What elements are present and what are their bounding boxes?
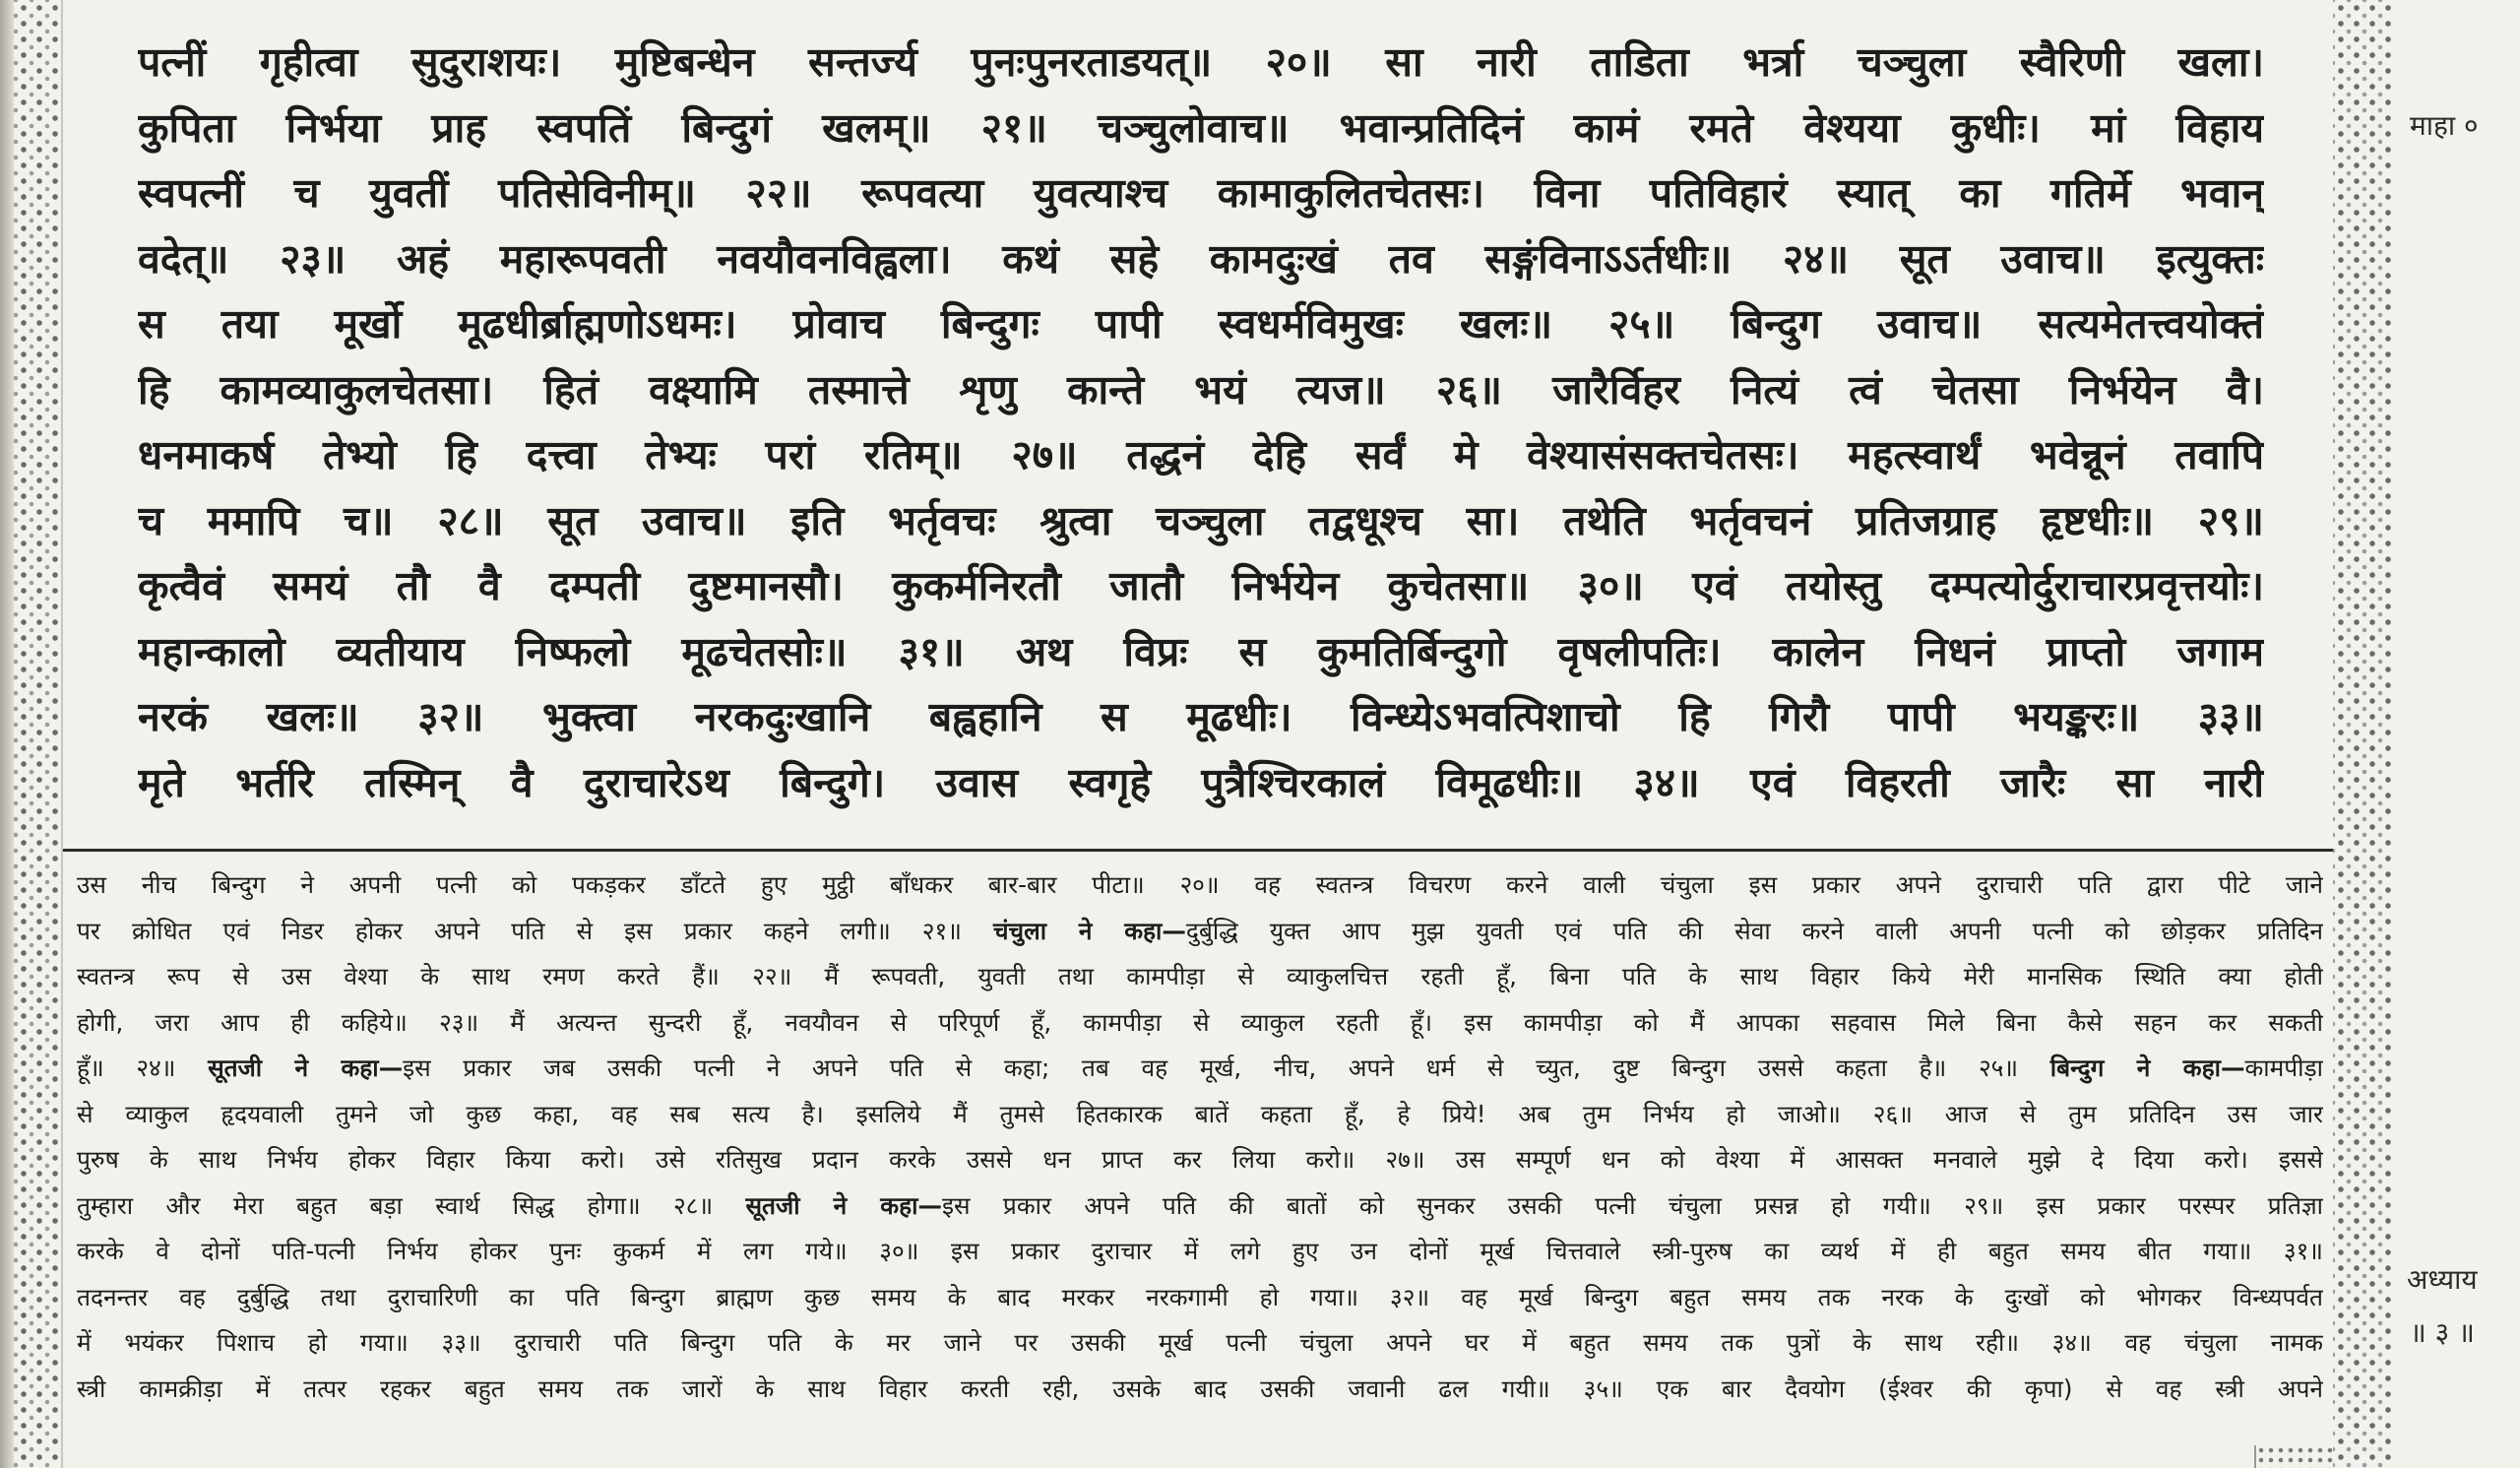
- translation-text: होगी, जरा आप ही कहिये॥ २३॥ मैं अत्यन्त सुन्दरी हूँ, नवयौवन से परिपूर्ण हूँ, कामपीड़ा से व्याकुल रहती हूँ। इस कामपीड़ा को मैं आपका सहवास मिले बिना कैसे सहन कर सकती: [77, 1007, 2323, 1037]
- translation-line: [77, 1275, 2323, 1321]
- left-decorative-border: [0, 0, 63, 1468]
- translation-line: [77, 909, 2323, 955]
- speaker-label: सूतजी ने कहा—: [745, 1190, 942, 1220]
- margin-chapter-number: ॥ ३ ॥: [2410, 1316, 2475, 1349]
- translation-line: [77, 1229, 2323, 1275]
- speaker-label: सूतजी ने कहा—: [208, 1053, 404, 1082]
- sanskrit-line: कुपिता निर्भया प्राह स्वपतिं बिन्दुगं खलम्॥ २१॥ चञ्चुलोवाच॥ भवान्प्रतिदिनं कामं रमते वेश्यया कुधीः। मां विहाय: [138, 103, 2264, 152]
- translation-line: [77, 1137, 2323, 1183]
- translation-text: कामपीड़ा: [2244, 1053, 2323, 1082]
- margin-page-note: माहा ०: [2410, 109, 2479, 142]
- translation-text: उस नीच बिन्दुग ने अपनी पत्नी को पकड़कर डाँटते हुए मुट्ठी बाँधकर बार-बार पीटा॥ २०॥ वह स्वतन्त्र विचरण करने वाली चंचुला इस प्रकार अपने दुराचारी पति द्वारा पीटे जाने: [77, 870, 2323, 899]
- translation-line: [77, 1000, 2323, 1047]
- translation-text: इस प्रकार जब उसकी पत्नी ने अपने पति से कहा; तब वह मूर्ख, नीच, अपने धर्म से च्युत, दुष्ट बिन्दुग उससे कहता है॥ २५॥: [403, 1053, 2050, 1082]
- sanskrit-line: महान्कालो व्यतीयाय निष्फलो मूढचेतसोः॥ ३१॥ अथ विप्रः स कुमतिर्बिन्दुगो वृषलीपतिः। कालेन निधनं प्राप्तो जगाम: [138, 627, 2264, 675]
- sanskrit-line: धनमाकर्ष तेभ्यो हि दत्त्वा तेभ्यः परां रतिम्॥ २७॥ तद्धनं देहि सर्वं मे वेश्यासंसक्तचेतसः। महत्स्वार्थं भवेन्नूनं तवापि: [138, 431, 2264, 479]
- translation-text: दुर्बुद्धि युक्त आप मुझ युवती एवं पति की सेवा करने वाली अपनी पत्नी को छोड़कर प्रतिदिन: [1185, 916, 2323, 945]
- translation-line: [77, 954, 2323, 1000]
- translation-line: [77, 1183, 2323, 1230]
- sanskrit-line: हि कामव्याकुलचेतसा। हितं वक्ष्यामि तस्मात्ते शृणु कान्ते भयं त्यज॥ २६॥ जारैर्विहर नित्यं त्वं चेतसा निर्भयेन वै।: [138, 365, 2264, 414]
- translation-text: करके वे दोनों पति-पत्नी निर्भय होकर पुनः कुकर्म में लग गये॥ ३०॥ इस प्रकार दुराचार में लगे हुए उन दोनों मूर्ख चित्तवाले स्त्री-पुरुष का व्यर्थ में ही बहुत समय बीत गया॥ ३१॥: [77, 1237, 2323, 1265]
- sanskrit-line: कृत्वैवं समयं तौ वै दम्पती दुष्टमानसौ। कुकर्मनिरतौ जातौ निर्भयेन कुचेतसा॥ ३०॥ एवं तयोस्तु दम्पत्योर्दुराचारप्रवृत्तयोः।: [138, 562, 2264, 609]
- speaker-label: चंचुला ने कहा—: [993, 916, 1186, 945]
- translation-text: में भयंकर पिशाच हो गया॥ ३३॥ दुराचारी पति बिन्दुग पति के मर जाने पर उसकी मूर्ख पत्नी चंचुला अपने घर में बहुत समय तक पुत्रों के साथ रही॥ ३४॥ वह चंचुला नामक: [77, 1328, 2323, 1357]
- translation-line: [77, 1092, 2323, 1138]
- sanskrit-line: स्वपत्नीं च युवतीं पतिसेविनीम्॥ २२॥ रूपवत्या युवत्याश्च कामाकुलितचेतसः। विना पतिविहारं स्यात् का गतिर्मे भवान्: [138, 169, 2264, 217]
- translation-text: स्वतन्त्र रूप से उस वेश्या के साथ रमण करते हैं॥ २२॥ मैं रूपवती, युवती तथा कामपीड़ा से व्याकुलचित्त रहती हूँ, बिना पति के साथ विहार किये मेरी मानसिक स्थिति क्या होती: [77, 962, 2323, 990]
- speaker-label: बिन्दुग ने कहा—: [2049, 1053, 2245, 1082]
- sanskrit-line: स तया मूर्खो मूढधीर्ब्राह्मणोऽधमः। प्रोवाच बिन्दुगः पापी स्वधर्मविमुखः खलः॥ २५॥ बिन्दुग उवाच॥ सत्यमेतत्त्वयोक्तं: [138, 300, 2264, 348]
- sanskrit-line: मृते भर्तरि तस्मिन् वै दुराचारेऽथ बिन्दुगे। उवास स्वगृहे पुत्रैश्चिरकालं विमूढधीः॥ ३४॥ एवं विहरती जारैः सा नारी: [138, 758, 2264, 806]
- translation-text: तुम्हारा और मेरा बहुत बड़ा स्वार्थ सिद्ध होगा॥ २८॥: [77, 1190, 746, 1220]
- translation-text: पुरुष के साथ निर्भय होकर विहार किया करो। उसे रतिसुख प्रदान करके उससे धन प्राप्त कर लिया करो॥ २७॥ उस सम्पूर्ण धन को वेश्या में आसक्त मनवाले मुझे दे दिया करो। इससे: [77, 1145, 2323, 1174]
- translation-line: [77, 1320, 2323, 1367]
- translation-text: पर क्रोधित एवं निडर होकर अपने पति से इस प्रकार कहने लगी॥ २१॥: [77, 916, 993, 945]
- corner-ornament: [2254, 1445, 2335, 1468]
- translation-line: [77, 862, 2323, 909]
- translation-text: स्त्री कामक्रीड़ा में तत्पर रहकर बहुत समय तक जारों के साथ विहार करती रही, उसके बाद उसकी जवानी ढल गयी॥ ३५॥ एक बार दैवयोग (ईश्वर की कृपा) से वह स्त्री अपने: [77, 1373, 2323, 1403]
- sanskrit-line: च ममापि च॥ २८॥ सूत उवाच॥ इति भर्तृवचः श्रुत्वा चञ्चुला तद्वधूश्च सा। तथेति भर्तृवचनं प्रतिजग्राह हृष्टधीः॥ २९॥: [138, 496, 2264, 544]
- translation-text: इस प्रकार अपने पति की बातों को सुनकर उसकी पत्नी चंचुला प्रसन्न हो गयी॥ २९॥ इस प्रकार परस्पर प्रतिज्ञा: [941, 1190, 2323, 1220]
- right-decorative-border: [2333, 0, 2394, 1468]
- sanskrit-verse-block: [138, 30, 2264, 815]
- margin-chapter-label: अध्याय: [2407, 1263, 2478, 1296]
- translation-line: [77, 1046, 2323, 1092]
- section-divider: [63, 849, 2333, 852]
- hindi-translation-block: [77, 862, 2323, 1412]
- sanskrit-line: पत्नीं गृहीत्वा सुदुराशयः। मुष्टिबन्धेन सन्तर्ज्य पुनःपुनरताडयत्॥ २०॥ सा नारी ताडिता भर्त्रा चञ्चुला स्वैरिणी खला।: [138, 38, 2264, 86]
- sanskrit-line: नरकं खलः॥ ३२॥ भुक्त्वा नरकदुःखानि बह्वहानि स मूढधीः। विन्ध्येऽभवत्पिशाचो हि गिरौ पापी भयङ्करः॥ ३३॥: [138, 693, 2264, 740]
- translation-text: से व्याकुल हृदयवाली तुमने जो कुछ कहा, वह सब सत्य है। इसलिये मैं तुमसे हितकारक बातें कहता हूँ, हे प्रिये! अब तुम निर्भय हो जाओ॥ २६॥ आज से तुम प्रतिदिन उस जार: [77, 1099, 2323, 1128]
- translation-line: [77, 1367, 2323, 1413]
- translation-text: तदनन्तर वह दुर्बुद्धि तथा दुराचारिणी का पति बिन्दुग ब्राह्मण कुछ समय के बाद मरकर नरकगामी हो गया॥ ३२॥ वह मूर्ख बिन्दुग बहुत समय तक नरक के दुःखों को भोगकर विन्ध्यपर्वत: [77, 1282, 2323, 1311]
- sanskrit-line: वदेत्॥ २३॥ अहं महारूपवती नवयौवनविह्वला। कथं सहे कामदुःखं तव सङ्गंविनाऽऽर्तधीः॥ २४॥ सूत उवाच॥ इत्युक्तः: [138, 234, 2264, 283]
- translation-text: हूँ॥ २४॥: [77, 1053, 209, 1082]
